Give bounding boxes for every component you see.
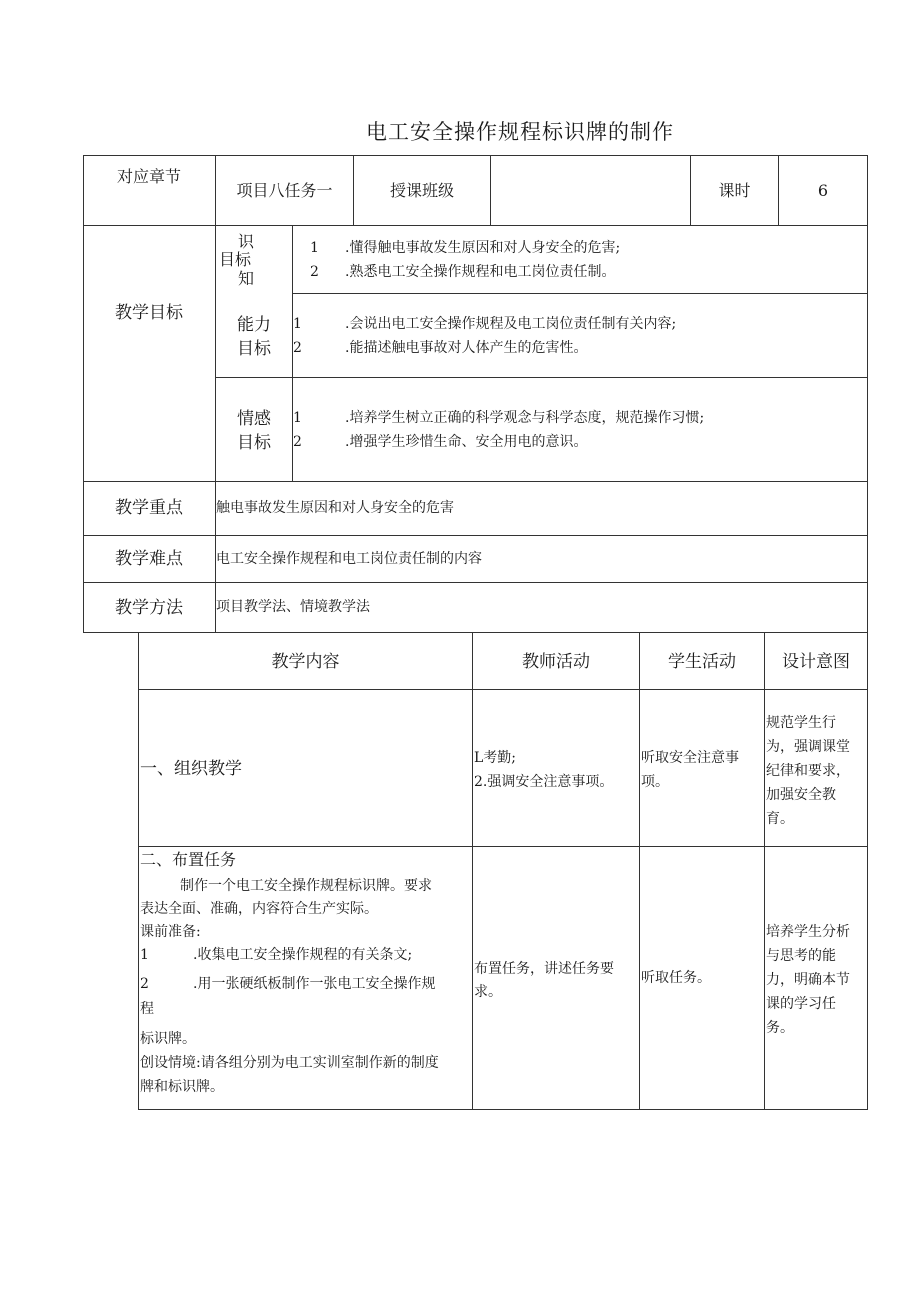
row2-intent-line: 培养学生分析 xyxy=(766,924,850,940)
row2-paragraph: 表达全面、准确，内容符合生产实际。 xyxy=(140,901,378,917)
ability-item-num: 1 xyxy=(293,316,302,332)
ability-label-a: 能力 xyxy=(237,315,271,335)
chapter-value: 项目八任务一 xyxy=(236,181,333,200)
page-title: 电工安全操作规程标识牌的制作 xyxy=(366,120,674,144)
method-label: 教学方法 xyxy=(115,598,183,618)
emotion-label-a: 情感 xyxy=(237,409,271,429)
row1-student-line: 听取安全注意事 xyxy=(641,750,739,766)
row2-scenario: 牌和标识牌。 xyxy=(140,1079,224,1095)
method-value: 项目教学法、情境教学法 xyxy=(216,599,370,615)
ability-item-text: .能描述触电事故对人体产生的危害性。 xyxy=(345,340,588,356)
row1-content: 一、组织教学 xyxy=(140,759,242,779)
emotion-item-text: .增强学生珍惜生命、安全用电的意识。 xyxy=(345,434,588,450)
row2-item-text: .用一张硬纸板制作一张电工安全操作规 xyxy=(193,976,436,992)
hours-value: 6 xyxy=(817,181,829,200)
row2-teacher-line: 布置任务，讲述任务要 xyxy=(474,961,614,977)
row2-item-cont: 程 xyxy=(140,1001,154,1017)
row2-intent-line: 课的学习任 xyxy=(766,996,836,1012)
row2-intent-line: 务。 xyxy=(766,1020,794,1036)
knowledge-label-b: 目标 xyxy=(219,250,252,269)
hours-label: 课时 xyxy=(718,181,751,200)
row2-paragraph: 制作一个电工安全操作规程标识牌。要求 xyxy=(180,878,432,894)
key-point-value: 触电事故发生原因和对人身安全的危害 xyxy=(216,500,454,516)
objectives-label: 教学目标 xyxy=(115,303,183,323)
difficulty-value: 电工安全操作规程和电工岗位责任制的内容 xyxy=(216,551,482,567)
class-label: 授课班级 xyxy=(389,181,454,200)
row1-intent-line: 加强安全教 xyxy=(766,787,836,803)
column-header: 学生活动 xyxy=(668,652,736,672)
row1-intent-line: 纪律和要求， xyxy=(766,763,850,779)
ability-label-b: 目标 xyxy=(237,339,271,359)
emotion-item-num: 2 xyxy=(293,434,302,450)
row2-intent-line: 与思考的能 xyxy=(766,948,836,964)
row1-intent-line: 为，强调课堂 xyxy=(766,739,850,755)
difficulty-label: 教学难点 xyxy=(115,549,183,569)
row2-item-cont: 标识牌。 xyxy=(140,1031,196,1047)
row1-teacher-line: L考勤; xyxy=(474,750,517,766)
row2-heading: 二、布置任务 xyxy=(140,850,237,869)
knowledge-item-num: 2 xyxy=(310,264,319,280)
row1-teacher-line: 2.强调安全注意事项。 xyxy=(474,774,614,790)
row2-prep-label: 课前准备: xyxy=(140,924,201,940)
emotion-item-text: .培养学生树立正确的科学观念与科学态度，规范操作习惯; xyxy=(345,410,705,426)
row2-student: 听取任务。 xyxy=(641,970,711,986)
knowledge-label-a: 识 xyxy=(238,232,255,251)
row2-teacher-line: 求。 xyxy=(474,984,502,1000)
row2-item-text: .收集电工安全操作规程的有关条文; xyxy=(193,947,413,963)
row1-intent-line: 育。 xyxy=(766,811,794,827)
knowledge-label-c: 知 xyxy=(238,269,255,288)
ability-item-text: .会说出电工安全操作规程及电工岗位责任制有关内容; xyxy=(345,316,677,332)
key-point-label: 教学重点 xyxy=(115,498,183,518)
row2-item-num: 1 xyxy=(140,947,149,963)
emotion-item-num: 1 xyxy=(293,410,302,426)
row2-intent-line: 力，明确本节 xyxy=(766,972,850,988)
column-header: 教师活动 xyxy=(522,652,590,672)
knowledge-item-text: .懂得触电事故发生原因和对人身安全的危害; xyxy=(345,240,621,256)
column-header: 教学内容 xyxy=(271,652,340,672)
row1-intent-line: 规范学生行 xyxy=(766,715,836,731)
knowledge-item-text: .熟悉电工安全操作规程和电工岗位责任制。 xyxy=(345,264,616,280)
column-header: 设计意图 xyxy=(782,652,850,672)
ability-item-num: 2 xyxy=(293,340,302,356)
chapter-label: 对应章节 xyxy=(116,167,181,186)
row1-student-line: 项。 xyxy=(641,774,669,790)
emotion-label-b: 目标 xyxy=(237,433,271,453)
knowledge-item-num: 1 xyxy=(310,240,319,256)
row2-scenario: 创设情境:请各组分别为电工实训室制作新的制度 xyxy=(140,1055,439,1071)
row2-item-num: 2 xyxy=(140,976,149,992)
